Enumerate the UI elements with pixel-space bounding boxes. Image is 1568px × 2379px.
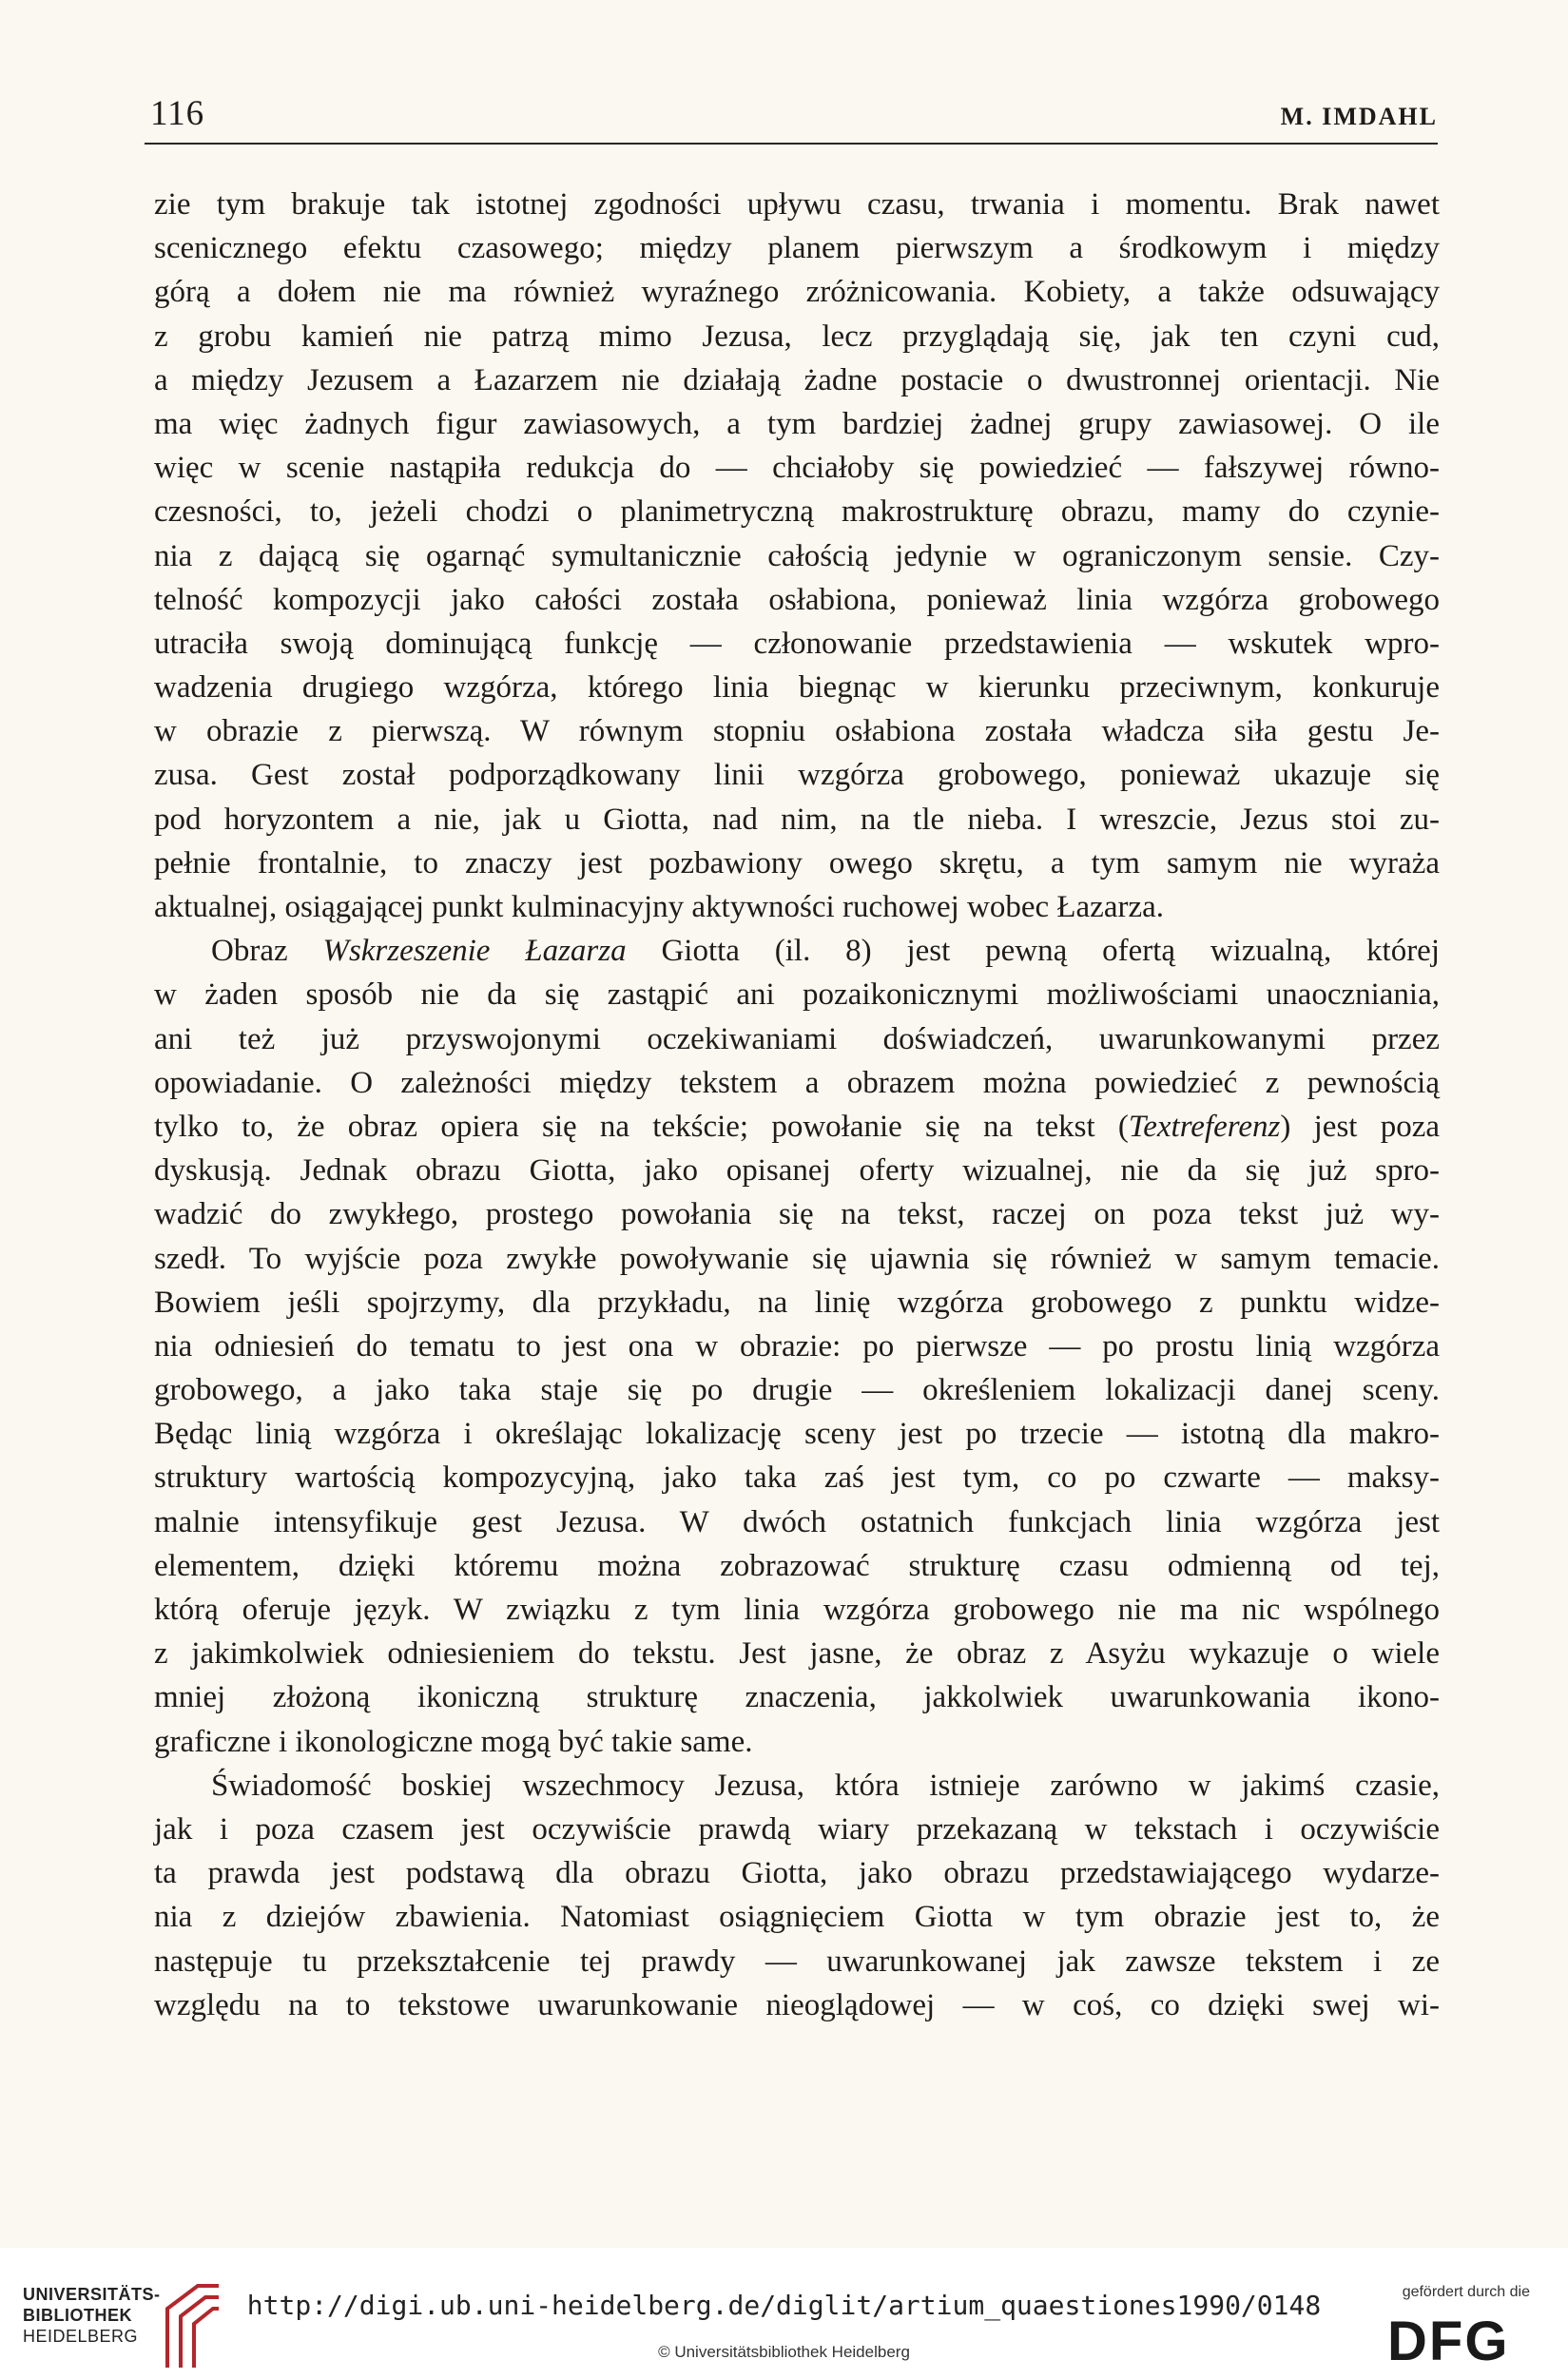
text-line: pełnie frontalnie, to znaczy jest pozbawiony owego skrętu, a tym samym nie wyraża <box>154 845 1440 880</box>
text-line: w obrazie z pierwszą. W równym stopniu osłabiona została władcza siła gestu Je- <box>154 714 1440 749</box>
source-url-link[interactable]: http://digi.ub.uni-heidelberg.de/diglit/artium_quaestiones1990/0148 <box>246 2290 1322 2321</box>
text-line: struktury wartością kompozycyjną, jako taka zaś jest tym, co po czwarte — maksy- <box>154 1460 1440 1496</box>
text-segment: ) jest poza <box>1280 1109 1440 1144</box>
text-line: dyskusją. Jednak obrazu Giotta, jako opisanej oferty wizualnej, nie da się już spro- <box>154 1153 1440 1189</box>
text-line: utraciła swoją dominującą funkcję — członowanie przedstawienia — wskutek wpro- <box>154 626 1440 661</box>
text-line <box>154 929 1440 973</box>
running-title: M. IMDAHL <box>1280 103 1438 130</box>
text-line: grobowego, a jako taka staje się po drugie — określeniem lokalizacji danej sceny. <box>154 1373 1440 1408</box>
copyright-notice: © Universitätsbibliothek Heidelberg <box>658 2343 910 2361</box>
text-segment: Giotta (il. 8) jest pewną ofertą wizualną, której <box>626 934 1440 969</box>
dfg-logo-icon <box>1387 2311 1530 2366</box>
text-line <box>154 1105 1440 1149</box>
text-line: nia odniesień do tematu to jest ona w obrazie: po pierwsze — po prostu linią wzgórza <box>154 1328 1440 1364</box>
funder-block <box>1368 2284 1530 2369</box>
text-line: graficzne i ikonologiczne mogą być takie same. <box>154 1724 753 1759</box>
text-line: pod horyzontem a nie, jak u Giotta, nad nim, na tle nieba. I wreszcie, Jezus stoi zu- <box>154 802 1440 837</box>
text-line: szedł. To wyjście poza zwykłe powoływanie się ujawnia się również w samym temacie. <box>154 1241 1440 1276</box>
text-line: telność kompozycji jako całości została osłabiona, ponieważ linia wzgórza grobowego <box>154 582 1440 617</box>
logo-line-1: UNIVERSITÄTS- <box>23 2285 161 2304</box>
text-line: scenicznego efektu czasowego; między planem pierwszym a środkowym i między <box>154 231 1440 266</box>
text-line: nia z dającą się ogarnąć symultanicznie całością jedynie w ograniczonym sensie. Czy- <box>154 538 1440 573</box>
page-number: 116 <box>150 94 205 133</box>
text-line: nia z dziejów zbawienia. Natomiast osiągnięciem Giotta w tym obrazie jest to, że <box>154 1900 1440 1935</box>
text-line: wadzenia drugiego wzgórza, którego linia biegnąc w kierunku przeciwnym, konkuruje <box>154 670 1440 706</box>
logo-line-3: HEIDELBERG <box>23 2327 139 2346</box>
text-line: więc w scenie nastąpiła redukcja do — chciałoby się powiedzieć — fałszywej równo- <box>154 451 1440 486</box>
text-line: jak i poza czasem jest oczywiście prawdą wiary przekazaną w tekstach i oczywiście <box>154 1811 1440 1847</box>
text-line: zie tym brakuje tak istotnej zgodności upływu czasu, trwania i momentu. Brak nawet <box>154 187 1440 222</box>
text-line: a między Jezusem a Łazarzem nie działają żadne postacie o dwustronnej orientacji. Nie <box>154 362 1440 397</box>
text-line: Bowiem jeśli spojrzymy, dla przykładu, na linię wzgórza grobowego z punktu widze- <box>154 1285 1440 1320</box>
text-line: górą a dołem nie ma również wyraźnego zróżnicowania. Kobiety, a także odsuwający <box>154 275 1440 310</box>
digitization-footer <box>0 2248 1568 2379</box>
italic-term: Textreferenz <box>1128 1109 1281 1144</box>
text-line: z jakimkolwiek odniesieniem do tekstu. Jest jasne, że obraz z Asyżu wykazuje o wiele <box>154 1636 1440 1672</box>
text-line: następuje tu przekształcenie tej prawdy — uwarunkowanej jak zawsze tekstem i ze <box>154 1944 1440 1979</box>
text-line: mniej złożoną ikoniczną strukturę znaczenia, jakkolwiek uwarunkowania ikono- <box>154 1680 1440 1715</box>
running-head <box>145 89 1438 145</box>
text-line: ani też już przyswojonymi oczekiwaniami doświadczeń, uwarunkowanymi przez <box>154 1021 1440 1056</box>
text-segment: Obraz <box>211 934 323 969</box>
text-line: Świadomość boskiej wszechmocy Jezusa, która istnieje zarówno w jakimś czasie, <box>211 1768 1440 1803</box>
text-segment: tylko to, że obraz opiera się na tekście; powołanie się na tekst ( <box>154 1109 1129 1144</box>
text-line: ma więc żadnych figur zawiasowych, a tym bardziej żadnej grupy zawiasowej. O ile <box>154 406 1440 441</box>
svg-text:DFG: DFG <box>1387 2311 1510 2366</box>
text-line: Będąc linią wzgórza i określając lokalizację sceny jest po trzecie — istotną dla makro- <box>154 1417 1440 1452</box>
text-line: elementem, dzięki któremu można zobrazować strukturę czasu odmienną od tej, <box>154 1548 1440 1583</box>
italic-term: Wskrzeszenie Łazarza <box>322 934 627 969</box>
text-line: w żaden sposób nie da się zastąpić ani pozaikonicznymi możliwościami unaoczniania, <box>154 977 1440 1013</box>
text-line: ta prawda jest podstawą dla obrazu Giotta, jako obrazu przedstawiającego wydarze- <box>154 1856 1440 1891</box>
text-line: wadzić do zwykłego, prostego powołania się na tekst, raczej on poza tekst już wy- <box>154 1197 1440 1232</box>
text-line: zusa. Gest został podporządkowany linii wzgórza grobowego, ponieważ ukazuje się <box>154 758 1440 793</box>
text-line: aktualnej, osiągającej punkt kulminacyjny aktywności ruchowej wobec Łazarza. <box>154 890 1165 924</box>
text-line: malnie intensyfikuje gest Jezusa. W dwóch ostatnich funkcjach linia wzgórza jest <box>154 1504 1440 1539</box>
text-line: z grobu kamień nie patrzą mimo Jezusa, lecz przyglądają się, jak ten czyni cud, <box>154 319 1440 354</box>
text-line: czesności, to, jeżeli chodzi o planimetryczną makrostrukturę obrazu, mamy do czynie- <box>154 494 1440 530</box>
logo-line-2: BIBLIOTHEK <box>23 2306 132 2325</box>
body-text <box>154 183 1440 2027</box>
text-line: którą oferuje język. W związku z tym linia wzgórza grobowego nie ma nic wspólnego <box>154 1593 1440 1627</box>
text-line: względu na to tekstowe uwarunkowanie nieoglądowej — w coś, co dzięki swej wi- <box>154 1987 1440 2022</box>
funding-caption: gefördert durch die <box>1402 2284 1530 2300</box>
text-line: opowiadanie. O zależności między tekstem a obrazem można powiedzieć z pewnością <box>154 1065 1440 1100</box>
